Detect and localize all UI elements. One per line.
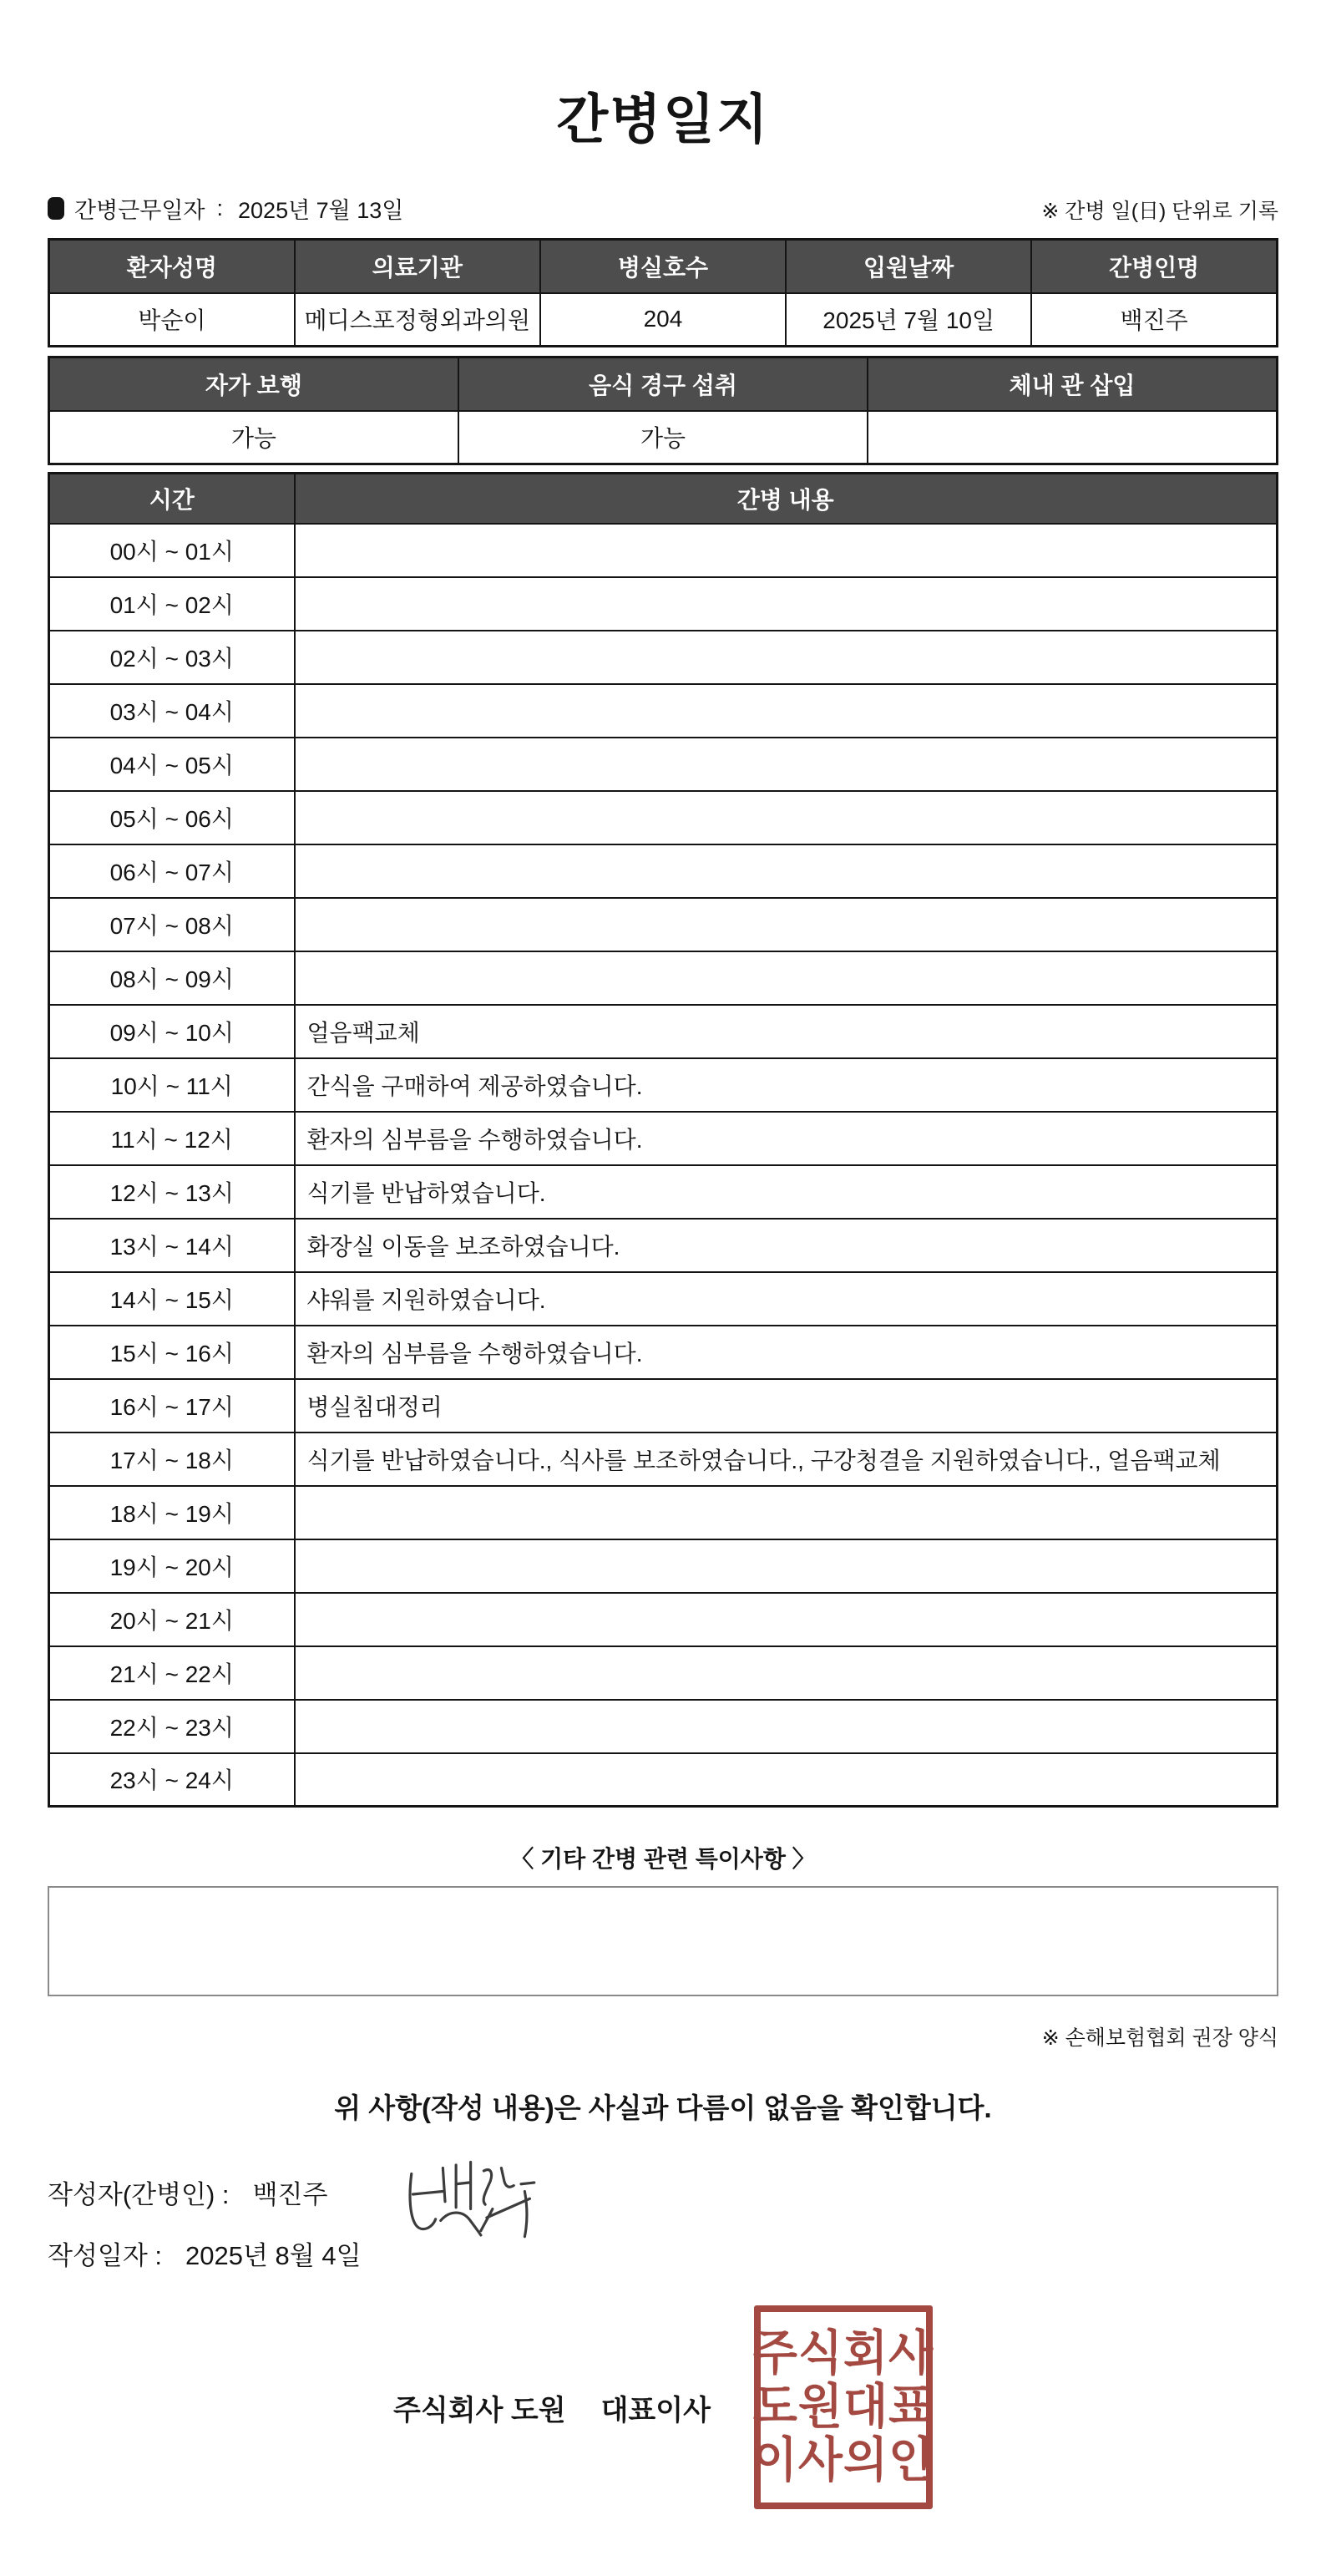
patient-info-value-row	[49, 293, 1278, 347]
time-slot-cell: 14시 ~ 15시	[49, 1272, 295, 1326]
black-square-marker-icon	[48, 197, 64, 220]
care-table-row	[49, 951, 1278, 1005]
care-content-cell	[295, 791, 1278, 844]
care-table-row	[49, 1379, 1278, 1433]
time-slot-cell: 23시 ~ 24시	[49, 1753, 295, 1807]
care-content-cell: 환자의 심부름을 수행하였습니다.	[295, 1326, 1278, 1379]
time-slot-cell: 04시 ~ 05시	[49, 738, 295, 791]
care-content-cell	[295, 1593, 1278, 1646]
care-table-row	[49, 1112, 1278, 1165]
care-content-cell: 병실침대정리	[295, 1379, 1278, 1433]
hourly-care-table	[48, 472, 1278, 1808]
work-date-value: 2025년 7월 13일	[238, 198, 404, 223]
time-slot-cell: 17시 ~ 18시	[49, 1433, 295, 1486]
care-table-row	[49, 1593, 1278, 1646]
care-content-cell	[295, 738, 1278, 791]
self-walking-header: 자가 보행	[49, 357, 458, 411]
time-slot-cell: 00시 ~ 01시	[49, 524, 295, 577]
work-date-line	[48, 192, 403, 225]
care-content-cell	[295, 524, 1278, 577]
care-table-row	[49, 1058, 1278, 1112]
care-table-row	[49, 1753, 1278, 1807]
care-table-row	[49, 524, 1278, 577]
time-slot-cell: 09시 ~ 10시	[49, 1005, 295, 1058]
caregiver-name-value: 백진주	[1031, 293, 1277, 347]
care-content-cell	[295, 1646, 1278, 1700]
care-table-row	[49, 1700, 1278, 1753]
care-table-row	[49, 1272, 1278, 1326]
time-slot-cell: 13시 ~ 14시	[49, 1219, 295, 1272]
care-table-row	[49, 1646, 1278, 1700]
care-content-cell: 식기를 반납하였습니다.	[295, 1165, 1278, 1219]
time-slot-cell: 22시 ~ 23시	[49, 1700, 295, 1753]
special-notes-heading: 〈 기타 간병 관련 특이사항 〉	[510, 1846, 816, 1872]
oral-intake-value: 가능	[458, 411, 868, 464]
care-content-cell	[295, 1486, 1278, 1539]
corporate-seal-stamp	[754, 2305, 933, 2509]
writer-name: 백진주	[252, 2179, 328, 2209]
time-slot-cell: 07시 ~ 08시	[49, 898, 295, 951]
admission-date-value: 2025년 7월 10일	[786, 293, 1031, 347]
time-slot-cell: 05시 ~ 06시	[49, 791, 295, 844]
time-slot-cell: 06시 ~ 07시	[49, 844, 295, 898]
self-walking-value: 가능	[49, 411, 458, 464]
care-table-row	[49, 791, 1278, 844]
medical-institution-value: 메디스포정형외과의원	[295, 293, 540, 347]
care-content-cell	[295, 631, 1278, 684]
patient-name-value: 박순이	[49, 293, 295, 347]
care-content-cell: 얼음팩교체	[295, 1005, 1278, 1058]
care-content-cell: 화장실 이동을 보조하였습니다.	[295, 1219, 1278, 1272]
handwritten-signature	[398, 2142, 544, 2264]
caregiver-name-header: 간병인명	[1031, 240, 1277, 293]
patient-status-header-row	[49, 357, 1278, 411]
care-table-row	[49, 1219, 1278, 1272]
patient-name-header: 환자성명	[49, 240, 295, 293]
writer-label: 작성자(간병인) :	[48, 2179, 230, 2209]
patient-status-value-row	[49, 411, 1278, 464]
care-table-row	[49, 1165, 1278, 1219]
seal-line: 주식회사	[752, 2326, 934, 2381]
care-table-header-row	[49, 474, 1278, 524]
time-slot-cell: 12시 ~ 13시	[49, 1165, 295, 1219]
care-content-cell	[295, 684, 1278, 738]
care-table-row	[49, 738, 1278, 791]
special-notes-box	[48, 1886, 1278, 1996]
care-table-row	[49, 631, 1278, 684]
care-content-cell: 환자의 심부름을 수행하였습니다.	[295, 1112, 1278, 1165]
care-table-row	[49, 1005, 1278, 1058]
time-slot-cell: 03시 ~ 04시	[49, 684, 295, 738]
time-slot-cell: 10시 ~ 11시	[49, 1058, 295, 1112]
time-slot-cell: 18시 ~ 19시	[49, 1486, 295, 1539]
care-table-row	[49, 1486, 1278, 1539]
work-date-label: 간병근무일자	[74, 198, 205, 223]
care-content-cell	[295, 1539, 1278, 1593]
internal-tube-value	[868, 411, 1277, 464]
patient-info-header-row	[49, 240, 1278, 293]
internal-tube-header: 체내 관 삽입	[868, 357, 1277, 411]
written-date-value: 2025년 8월 4일	[185, 2241, 362, 2270]
writer-line	[48, 2173, 1278, 2211]
time-slot-cell: 16시 ~ 17시	[49, 1379, 295, 1433]
written-date-label: 작성일자 :	[48, 2241, 163, 2270]
time-column-header: 시간	[49, 474, 295, 524]
admission-date-header: 입원날짜	[786, 240, 1031, 293]
care-content-cell: 간식을 구매하여 제공하였습니다.	[295, 1058, 1278, 1112]
written-date-line	[48, 2234, 1278, 2272]
care-content-cell	[295, 844, 1278, 898]
care-table-row	[49, 898, 1278, 951]
care-table-row	[49, 577, 1278, 631]
daily-unit-note: ※ 간병 일(日) 단위로 기록	[1041, 200, 1278, 223]
company-seal-row	[48, 2305, 1278, 2509]
care-table-body	[49, 524, 1278, 1807]
time-slot-cell: 15시 ~ 16시	[49, 1326, 295, 1379]
care-journal-page	[0, 77, 1326, 2509]
seal-line: 이사의인	[752, 2432, 934, 2487]
care-content-cell	[295, 1753, 1278, 1807]
patient-status-table	[48, 356, 1278, 465]
time-slot-cell: 01시 ~ 02시	[49, 577, 295, 631]
company-name: 주식회사 도원	[393, 2394, 566, 2426]
confirmation-statement: 위 사항(작성 내용)은 사실과 다름이 없음을 확인합니다.	[334, 2092, 992, 2123]
insurance-association-form-note: ※ 손해보험협회 권장 양식	[1041, 2026, 1278, 2050]
oral-intake-header: 음식 경구 섭취	[458, 357, 868, 411]
care-table-row	[49, 684, 1278, 738]
time-slot-cell: 08시 ~ 09시	[49, 951, 295, 1005]
time-slot-cell: 20시 ~ 21시	[49, 1593, 295, 1646]
patient-info-table	[48, 238, 1278, 347]
care-content-cell	[295, 951, 1278, 1005]
room-number-header: 병실호수	[540, 240, 786, 293]
time-slot-cell: 21시 ~ 22시	[49, 1646, 295, 1700]
work-date-separator: :	[216, 195, 224, 221]
care-content-cell	[295, 1700, 1278, 1753]
care-table-row	[49, 1539, 1278, 1593]
room-number-value: 204	[540, 293, 786, 347]
time-slot-cell: 02시 ~ 03시	[49, 631, 295, 684]
time-slot-cell: 19시 ~ 20시	[49, 1539, 295, 1593]
medical-institution-header: 의료기관	[295, 240, 540, 293]
seal-line: 도원대표	[752, 2379, 934, 2434]
meta-line	[48, 192, 1278, 225]
company-role: 대표이사	[600, 2394, 711, 2426]
time-slot-cell: 11시 ~ 12시	[49, 1112, 295, 1165]
page-title: 간병일지	[556, 89, 770, 150]
care-table-row	[49, 1326, 1278, 1379]
care-table-row	[49, 844, 1278, 898]
care-content-cell: 식기를 반납하였습니다., 식사를 보조하였습니다., 구강청결을 지원하였습니다., 얼음팩교체	[295, 1433, 1278, 1486]
care-content-cell	[295, 577, 1278, 631]
care-table-row	[49, 1433, 1278, 1486]
care-content-cell: 샤워를 지원하였습니다.	[295, 1272, 1278, 1326]
care-content-cell	[295, 898, 1278, 951]
care-content-column-header: 간병 내용	[295, 474, 1278, 524]
